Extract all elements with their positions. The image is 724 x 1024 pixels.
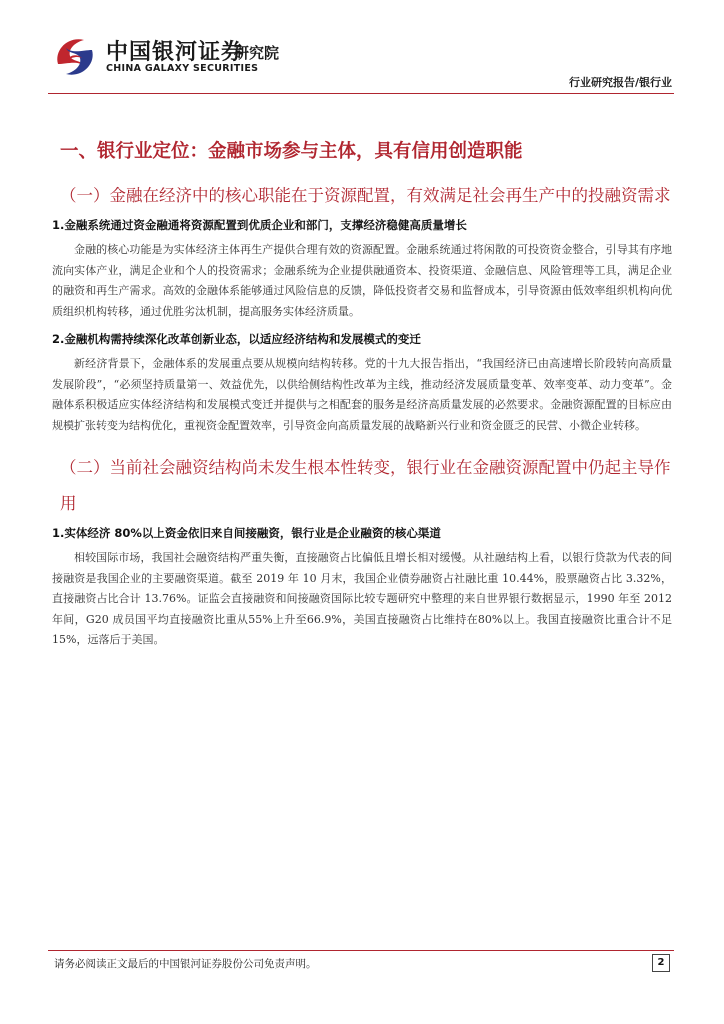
point-heading-2-1: 1.实体经济 80%以上资金依旧来自间接融资，银行业是企业融资的核心渠道 [52,526,441,540]
brand-subtitle: 研究院 [234,44,280,62]
report-type-label: 行业研究报告/银行业 [568,76,672,89]
footer-divider [48,950,674,951]
subsection-title-2: （二）当前社会融资结构尚未发生根本性转变，银行业在金融资源配置中仍起主导作用 [60,458,671,513]
footer-disclaimer: 请务必阅读正文最后的中国银河证券股份公司免责声明。 [54,958,317,970]
header-divider [48,93,674,94]
point-heading-1-1: 1.金融系统通过资金融通将资源配置到优质企业和部门，支撑经济稳健高质量增长 [52,218,467,232]
point-heading-1-2: 2.金融机构需持续深化改革创新业态，以适应经济结构和发展模式的变迁 [52,332,421,346]
paragraph-2-1: 相较国际市场，我国社会融资结构严重失衡，直接融资占比偏低且增长相对缓慢。从社融结构上看，以银行贷款为代表的间接融资是我国企业的主要融资渠道。截至 2019 年 10 月末，我国企业债券融资占社融比重 10.44%，股票融资占比 3.32%，直接融资占比合计 13.76%。证监会直接融资和间接融资国际比较专题研究中整理的来自世界银行数据显示，1990 年至 2012 年间，G20 成员国平均直接融资比重从55%上升至66.9%，美国直接融资占比维持在80%以上。我国直接融资比重合计不足 15%，远落后于美国。 [52,551,672,646]
section-title: 一、银行业定位：金融市场参与主体，具有信用创造职能 [60,141,523,162]
subsection-title-1: （一）金融在经济中的核心职能在于资源配置，有效满足社会再生产中的投融资需求 [60,186,671,205]
page-number: 2 [652,954,670,972]
brand-name-cn: 中国银河证券 [106,40,245,65]
paragraph-1-1: 金融的核心功能是为实体经济主体再生产提供合理有效的资源配置。金融系统通过将闲散的可投资资金整合，引导其有序地流向实体产业，满足企业和个人的投资需求；金融系统为企业提供融通资本、投资渠道、金融信息、风险管理等工具，满足企业的融资和再生产需求。高效的金融体系能够通过风险信息的反馈，降低投资者交易和监督成本，引导资源由低效率组织机构向优质组织机构转移，通过优胜劣汰机制，提高服务实体经济质量。 [52,243,672,318]
galaxy-logo-icon [48,30,102,84]
brand-name-en: CHINA GALAXY SECURITIES [106,63,259,74]
paragraph-1-2: 新经济背景下，金融体系的发展重点要从规模向结构转移。党的十九大报告指出，“我国经济已由高速增长阶段转向高质量发展阶段”，“必须坚持质量第一、效益优先，以供给侧结构性改革为主线，推动经济发展质量变革、效率变革、动力变革”。金融体系积极适应实体经济结构和发展模式变迁并提供与之相配套的服务是经济高质量发展的必然要求。金融资源配置的目标应由规模扩张转变为结构优化，重视资金配置效率，引导资金向高质量发展的战略新兴行业和资金匮乏的民营、小微企业转移。 [52,357,672,432]
main-content [52,140,672,659]
page-header [0,0,724,100]
